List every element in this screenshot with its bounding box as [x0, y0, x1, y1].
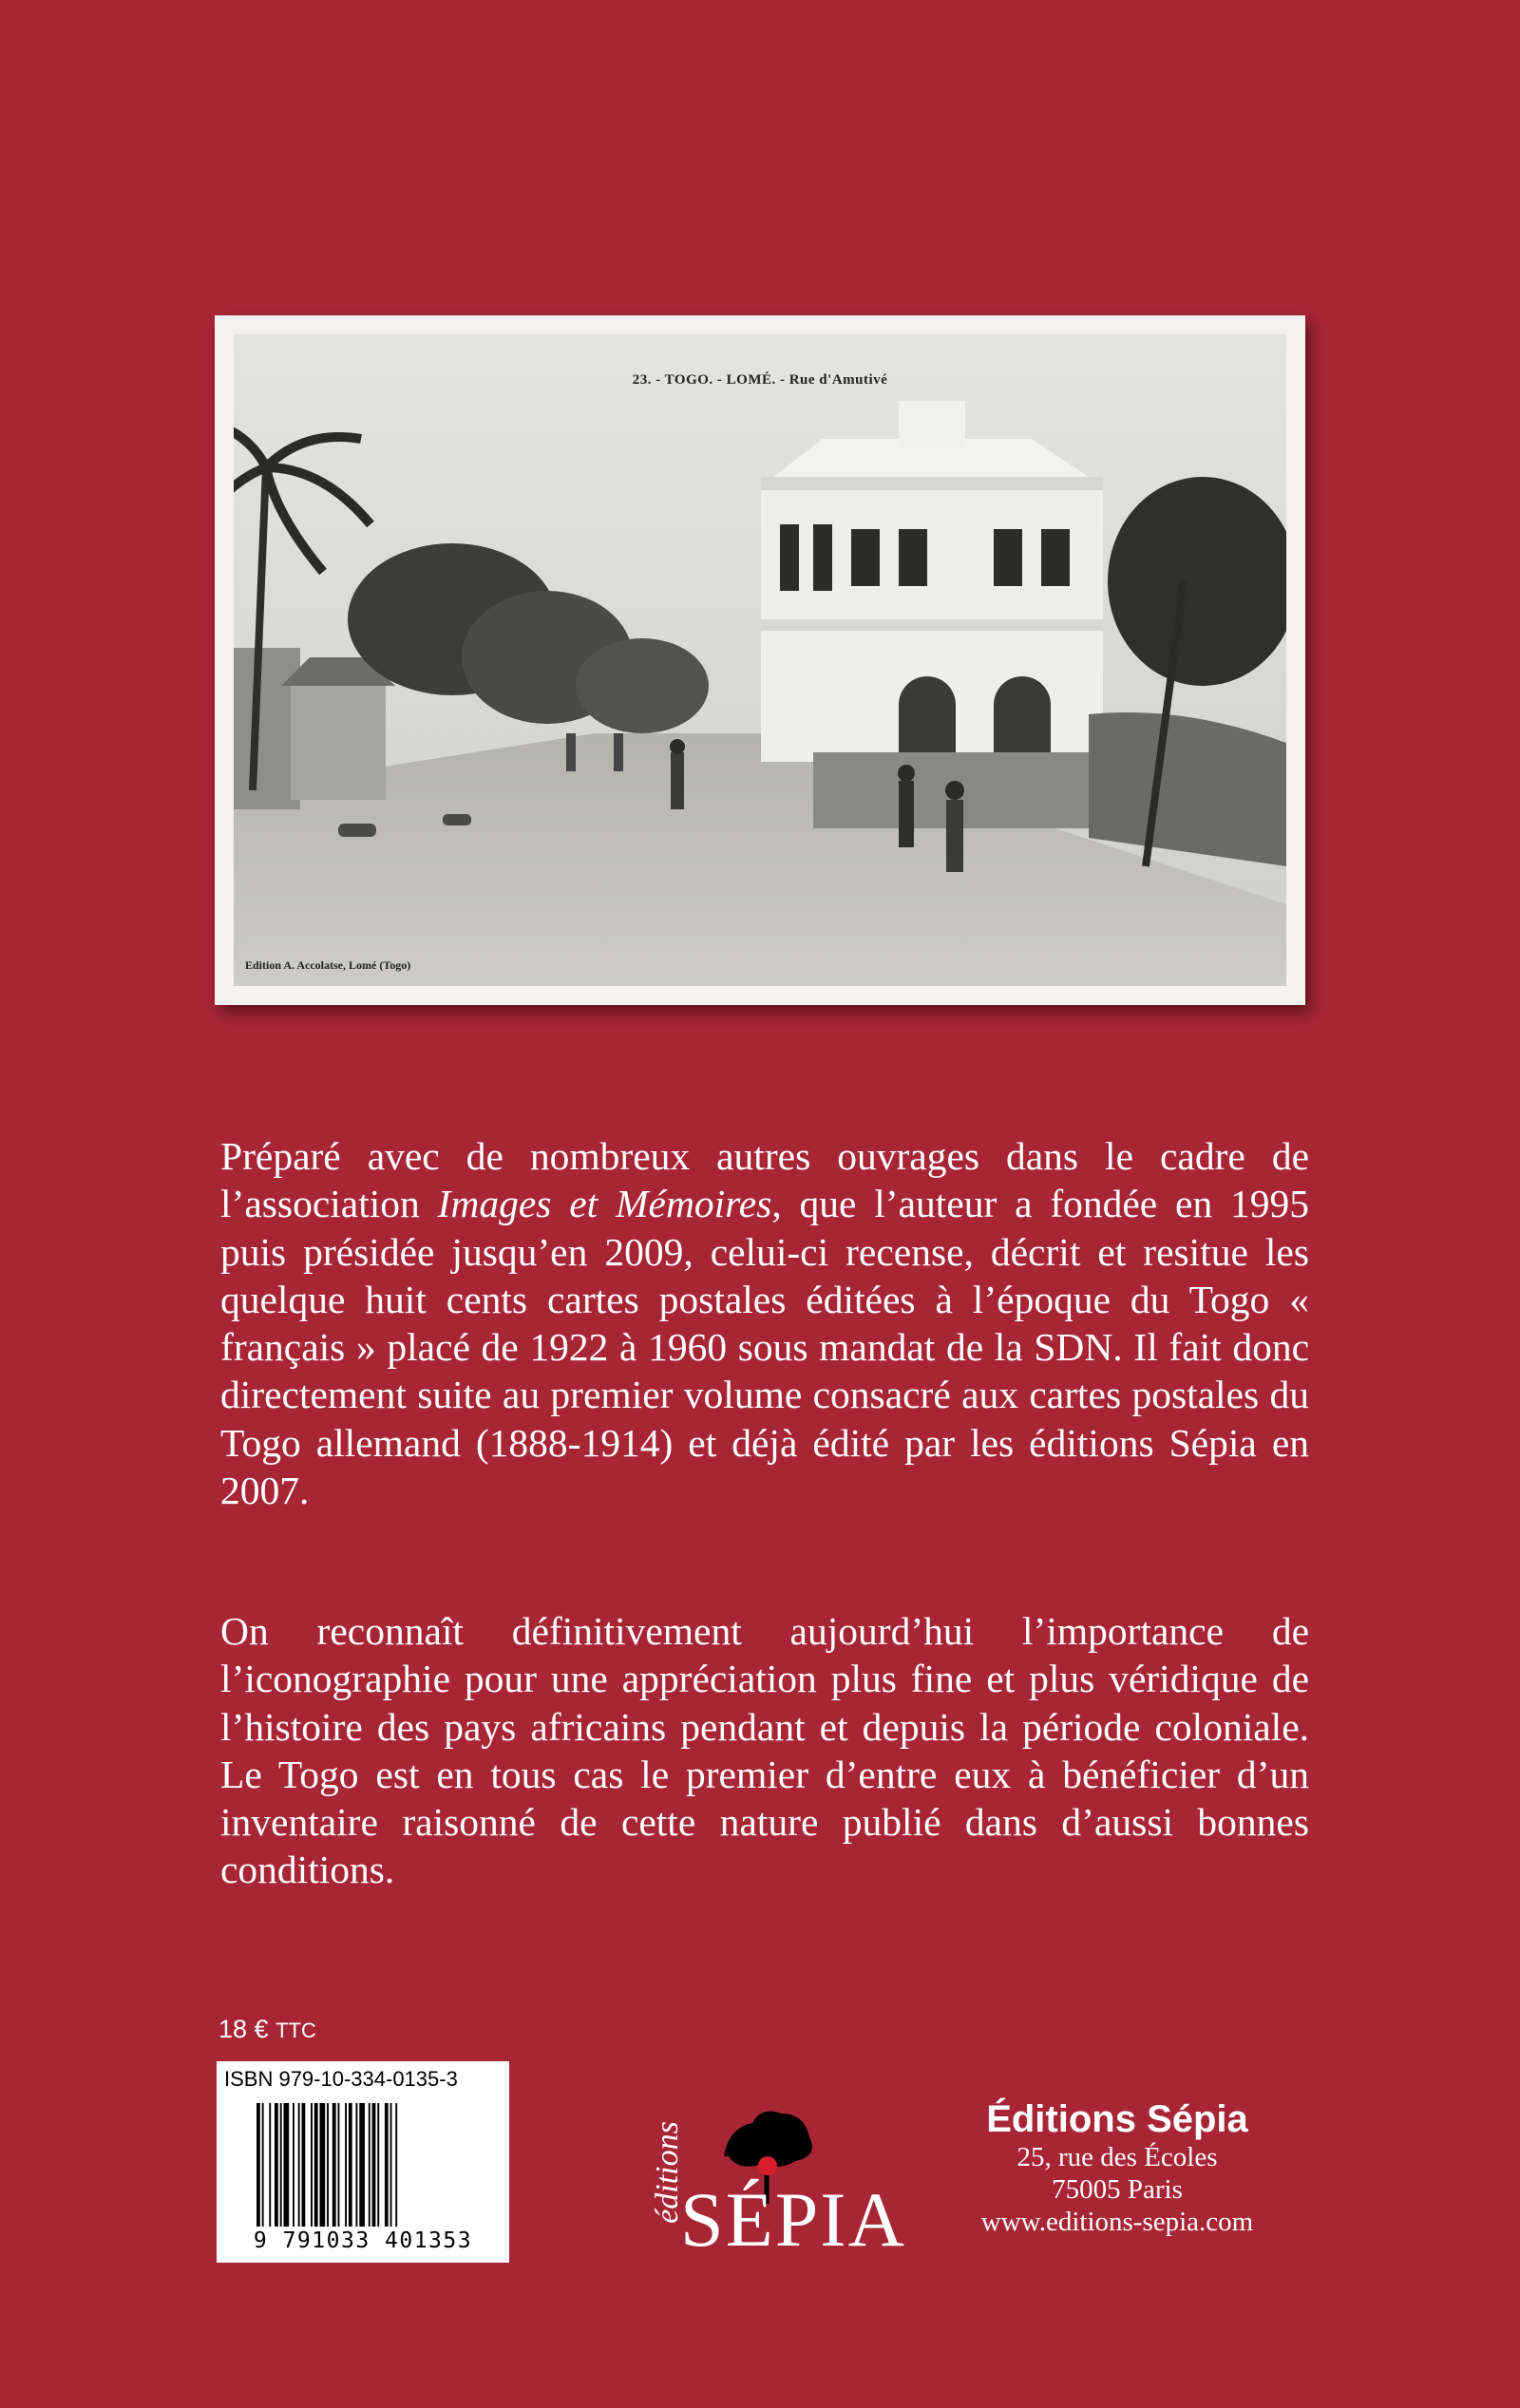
postcard-frame — [215, 315, 1305, 1005]
barcode-box — [217, 2061, 509, 2263]
publisher-website[interactable]: www.editions-sepia.com — [980, 2207, 1254, 2237]
sepia-logo — [631, 2109, 906, 2272]
postcard-publisher-caption: Edition A. Accolatse, Lomé (Togo) — [245, 958, 411, 972]
price — [218, 2015, 316, 2044]
postcard-caption-top: 23. - TOGO. - LOMÉ. - Rue d'Amutivé — [632, 372, 888, 388]
isbn-label: ISBN 979-10-334-0135-3 — [224, 2067, 458, 2091]
blurb-paragraph-1 — [220, 1132, 1309, 1514]
logo-editions-text: éditions — [650, 2121, 685, 2224]
blurb-p1-association-title: Images et Mémoires — [437, 1182, 772, 1226]
price-tax: TTC — [276, 2019, 316, 2042]
barcode-bars — [256, 2103, 496, 2227]
postcard-photo — [234, 334, 1286, 986]
blurb-paragraph-2: On reconnaît définitivement aujourd’hui l’importance de l’iconographie pour une appréciation plus fine et plus véridique de l’histoire des pays africains pendant et depuis la période coloniale. Le Togo est en tous cas le premier d’entre eux à bénéficier d’un inventaire raisonné de cette nature publié dans d’aussi bonnes conditions. — [220, 1609, 1309, 1892]
publisher-name: Éditions Sépia — [986, 2098, 1248, 2140]
blurb-p1-end: , que l’auteur a fondée en 1995 puis présidée jusqu’en 2009, celui-ci recense, décrit et resitue les quelque huit cents cartes postales éditées à l’époque du Togo « français » placé de 1922 à 1960 sous mandat de la SDN. Il fait donc directement suite au premier volume consacré aux cartes postales du Togo allemand (1888-1914) et déjà édité par les éditions Sépia en 2007. — [220, 1182, 1309, 1513]
publisher-city: 75005 Paris — [1052, 2174, 1183, 2205]
price-amount: 18 € — [218, 2015, 269, 2043]
publisher-street: 25, rue des Écoles — [1016, 2142, 1218, 2172]
logo-brand-text: SÉPIA — [680, 2176, 906, 2263]
blurb-p1-start: Préparé avec de nombreux autres ouvrages dans le cadre de l’association — [220, 1134, 1309, 1226]
publisher-block — [937, 2097, 1298, 2238]
barcode-digits: 9 791033 401353 — [253, 2228, 473, 2253]
street-scene-illustration — [234, 334, 1286, 986]
